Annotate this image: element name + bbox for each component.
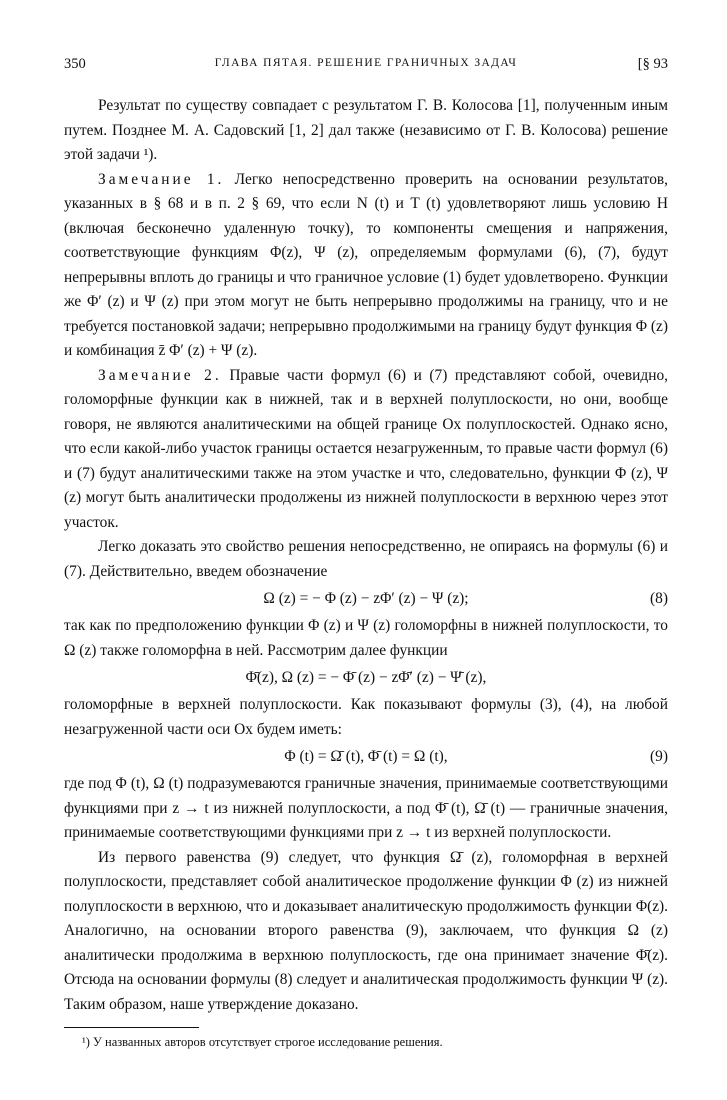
page-number: 350 — [64, 56, 86, 72]
paragraph: так как по предположению функции Φ (z) и Ψ (z) голоморфны в нижней полуплоскости, то Ω (z) также голоморфна в ней. Рассмотрим далее функции — [64, 617, 668, 659]
remark-2-label: Замечание 2. — [98, 366, 222, 384]
equation-8-body: Ω (z) = − Φ (z) − zΦ′ (z) − Ψ (z); — [263, 590, 469, 607]
section-marker: [§ 93 — [637, 56, 668, 72]
equation-functions — [64, 663, 668, 693]
equation-8-number: (8) — [650, 590, 668, 607]
remark-1 — [64, 168, 668, 364]
running-header — [64, 56, 668, 80]
equation-8 — [64, 584, 668, 614]
paragraph: Из первого равенства (9) следует, что функция Ω̄ (z), голоморфная в верхней полуплоскости, представляет собой аналитическое продолжение функции Φ (z) из нижней полуплоскости в верхнюю, что и доказывает аналитическую продолжимость функции Φ(z). Аналогично, на основании второго равенства (9), заключаем, что функция Ω (z) аналитически продолжима в верхнюю полуплоскость, где она принимает значение Φ̄(z). Отсюда на основании формулы (8) следует и аналитическая продолжимость функции Ψ (z). Таким образом, наше утверждение доказано. — [64, 848, 668, 1013]
equation-9-number: (9) — [650, 748, 668, 765]
footnote-rule — [64, 1027, 199, 1028]
body-text — [64, 94, 668, 1017]
paragraph: где под Φ (t), Ω (t) подразумеваются граничные значения, принимаемые соответствующими функциями при z → t из нижней полуплоскости, а под Φ̄ (t), Ω̄ (t) — граничные значения, принимаемые соответствующими функциями при z → t из верхней полуплоскости. — [64, 775, 668, 841]
remark-2-text: Правые части формул (6) и (7) представляют собой, очевидно, голоморфные функции как в нижней, так и в верхней полуплоскости, но они, вообще говоря, не являются аналитическими на общей границе Ox полуплоскостей. Однако ясно, что если какой-либо участок границы остается незагруженным, то правые части формул (6) и (7) будут аналитическими также на этом участке и что, следовательно, функции Φ (z), Ψ (z) могут быть аналитически продолжены из нижней полуплоскости в верхнюю через этот участок. — [64, 366, 668, 531]
equation-9 — [64, 742, 668, 772]
equation-functions-body: Φ̄(z), Ω (z) = − Φ̄ (z) − zΦ̄′ (z) − Ψ̄ (z), — [245, 669, 487, 686]
remark-2 — [64, 364, 668, 536]
running-title: ГЛАВА ПЯТАЯ. РЕШЕНИЕ ГРАНИЧНЫХ ЗАДАЧ — [214, 57, 518, 69]
remark-1-text: Легко непосредственно проверить на основании результатов, указанных в § 68 и в п. 2 § 69, что если N (t) и T (t) удовлетворяют лишь условию H (включая бесконечно удаленную точку), то компоненты смещения и напряжения, соответствующие функциям Φ(z), Ψ (z), определяемым формулами (6), (7), будут непрерывны вплоть до границы и что граничное условие (1) будет удовлетворено. Функции же Φ′ (z) и Ψ (z) при этом могут не быть непрерывно продолжимы на границу, что и не требуется постановкой задачи; непрерывно продолжимыми на границу будут функция Φ (z) и комбинация z̄ Φ′ (z) + Ψ (z). — [64, 170, 669, 359]
paragraph: Легко доказать это свойство решения непосредственно, не опираясь на формулы (6) и (7). Действительно, введем обозначение — [64, 538, 668, 580]
equation-9-body: Φ (t) = Ω̄ (t), Φ̄ (t) = Ω (t), — [284, 748, 448, 765]
paragraph: голоморфные в верхней полуплоскости. Как показывают формулы (3), (4), на любой незагруженной части оси Ox будем иметь: — [64, 696, 668, 738]
footnote: ¹) У названных авторов отсутствует строгое исследование решения. — [82, 1035, 443, 1049]
remark-1-label: Замечание 1. — [98, 170, 225, 188]
page — [64, 56, 668, 1050]
paragraph: Результат по существу совпадает с результатом Г. В. Колосова [1], полученным иным путем. Позднее М. А. Садовский [1, 2] дал также (независимо от Г. В. Колосова) решение этой задачи ¹). — [64, 97, 668, 163]
